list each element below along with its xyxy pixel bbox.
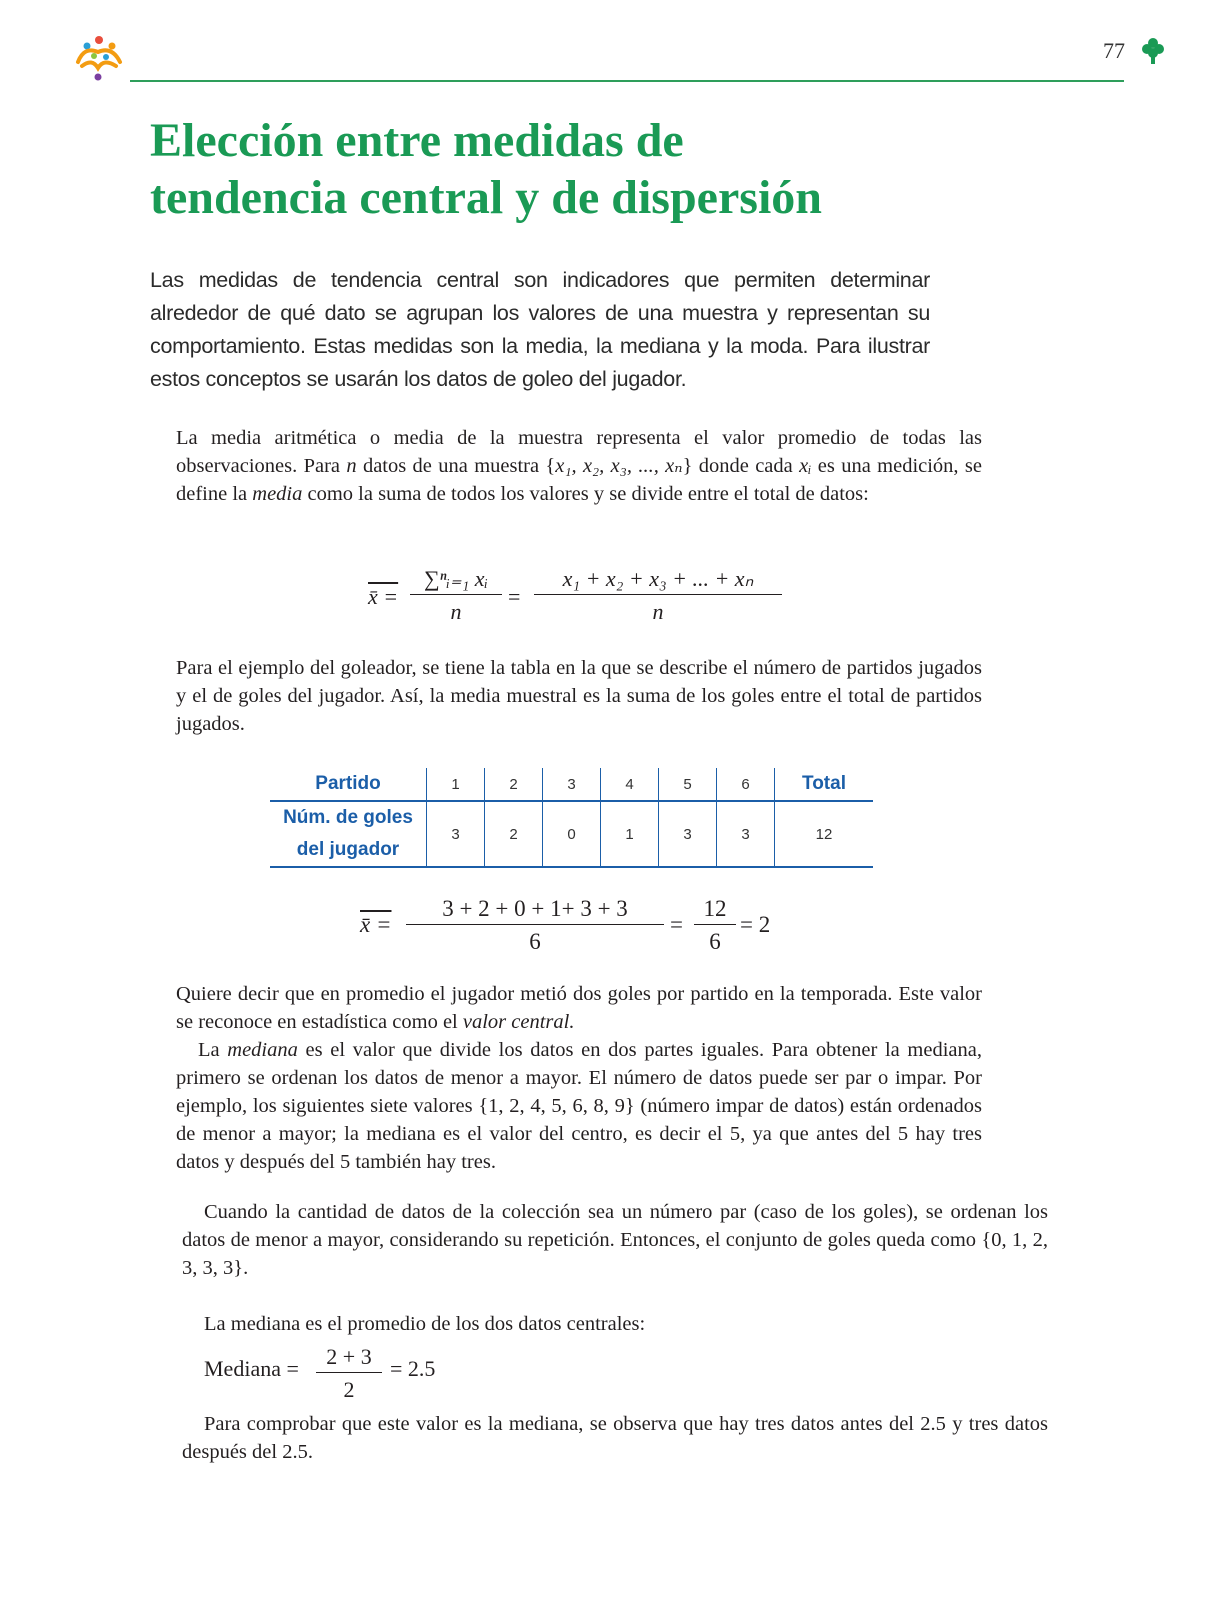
partido-cell: 6	[717, 768, 775, 801]
row-label-goles: Núm. de goles del jugador	[270, 801, 427, 867]
page-title	[150, 112, 1050, 226]
goles-cell: 1	[601, 801, 659, 867]
partido-cell: 2	[485, 768, 543, 801]
median-average-paragraph: La mediana es el promedio de los dos datos centrales:	[204, 1313, 646, 1335]
goles-cell: 2	[485, 801, 543, 867]
mean-calculation: x̄ = $\frac{3 + 2 + 0 + 1+ 3 + 3}{6}$ = $\frac{12}{6}$ = 2	[360, 896, 771, 954]
title-line-1: Elección entre medidas de	[150, 114, 684, 167]
goals-table	[270, 768, 873, 868]
header-divider	[130, 80, 1124, 82]
partido-cell: 1	[427, 768, 485, 801]
partido-cell: 3	[543, 768, 601, 801]
mean-formula: x̄ = $\frac{\text{∑ⁿᵢ₌₁ xᵢ}}{n}$ = $\frac{\text{x₁ + x₂ + x₃ + ... + xₙ}}{n}$	[368, 566, 788, 630]
median-formula: Mediana = $\frac{2 + 3}{2}$ = 2.5	[204, 1344, 436, 1402]
goles-cell: 0	[543, 801, 601, 867]
mediana-paragraph: Quiere decir que en promedio el jugador metió dos goles por partido en la temporada. Este valor se reconoce en estadística como el valor central. La mediana es el valor que divide los datos en dos partes iguales. Para obtener la mediana, primero se ordenan los datos de menor a mayor. El número de datos puede ser par o impar. Por ejemplo, los siguientes siete valores {1, 2, 4, 5, 6, 8, 9} (número impar de datos) están ordenados de menor a mayor; la mediana es el valor del centro, es decir el 5, ya que antes del 5 hay tres datos y después del 5 también hay tres.	[176, 983, 982, 1173]
goals-result-fraction: $\frac{12}{6}$	[694, 896, 736, 955]
goals-sum-fraction: $\frac{3 + 2 + 0 + 1+ 3 + 3}{6}$	[406, 896, 664, 955]
title-line-2: tendencia central y de dispersión	[150, 171, 822, 224]
mean-expanded-fraction: $\frac{\text{x₁ + x₂ + x₃ + ... + xₙ}}{n}$	[534, 566, 782, 625]
example-paragraph: Para el ejemplo del goleador, se tiene la tabla en la que se describe el número de partidos jugados y el de goles del jugador. Así, la media muestral es la suma de los goles entre el total de partidos jugados.	[176, 657, 982, 735]
even-count-paragraph: Cuando la cantidad de datos de la colección sea un número par (caso de los goles), se ordenan los datos de menor a mayor, considerando su repetición. Entonces, el conjunto de goles queda como {0, 1, 2, 3, 3, 3}.	[182, 1201, 1048, 1279]
goles-cell: 3	[427, 801, 485, 867]
row-label-partido: Partido	[270, 768, 427, 801]
tree-icon	[1140, 36, 1166, 66]
verification-paragraph: Para comprobar que este valor es la mediana, se observa que hay tres datos antes del 2.5 y tres datos después del 2.5.	[182, 1413, 1048, 1463]
media-definition-paragraph: La media aritmética o media de la muestra representa el valor promedio de todas las observaciones. Para n datos de una muestra {x₁, x₂, x₃, ..., xₙ} donde cada xᵢ es una medición, se define la media como la suma de todos los valores y se divide entre el total de datos:	[176, 427, 982, 505]
median-fraction: $\frac{2 + 3}{2}$	[316, 1344, 382, 1403]
goles-cell: 3	[717, 801, 775, 867]
partido-cell: 4	[601, 768, 659, 801]
publisher-logo	[72, 32, 126, 86]
total-header: Total	[775, 768, 874, 801]
total-value: 12	[775, 801, 874, 867]
partido-cell: 5	[659, 768, 717, 801]
intro-paragraph: Las medidas de tendencia central son indicadores que permiten determinar alrededor de qué dato se agrupan los valores de una muestra y representan su comportamiento. Estas medidas son la media, la mediana y la moda. Para ilustrar estos conceptos se usarán los datos de goleo del jugador.	[150, 268, 930, 391]
mean-sum-fraction: $\frac{\text{∑ⁿᵢ₌₁ xᵢ}}{n}$	[410, 566, 502, 625]
table-row-partido	[270, 768, 873, 801]
goles-cell: 3	[659, 801, 717, 867]
page-number: 77	[1103, 38, 1125, 63]
table-row-goles	[270, 801, 873, 867]
